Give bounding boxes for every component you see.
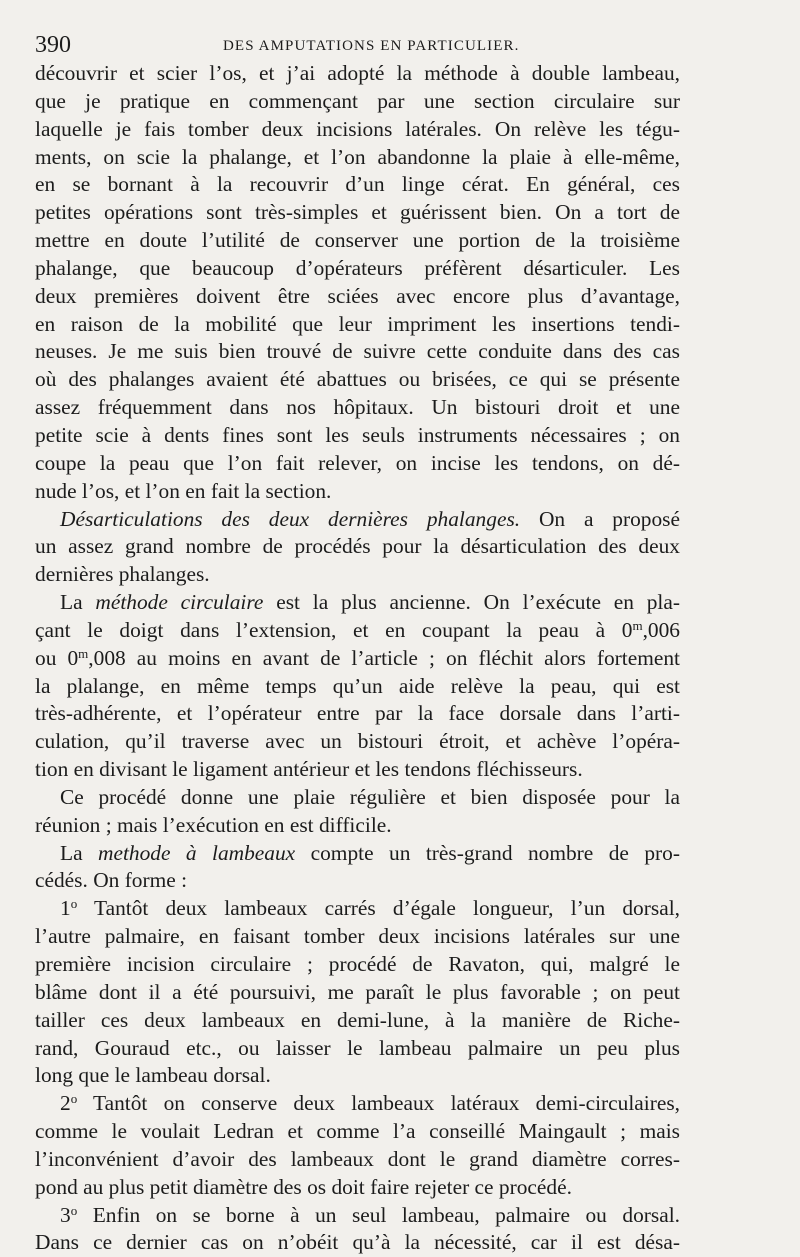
- text-line: [35, 116, 680, 144]
- text-segment: l’inconvénient d’avoir des lambeaux dont le grand diamètre corres-: [35, 1146, 680, 1171]
- text-segment: long que le lambeau dorsal.: [35, 1063, 271, 1088]
- text-segment: ,008 au moins en avant de l’article ; on fléchit alors fortement: [88, 645, 680, 670]
- text-line: [35, 923, 680, 951]
- text-segment: petites opérations sont très-simples et guérissent bien. On a tort de: [35, 200, 680, 225]
- italic-text: méthode circulaire: [95, 590, 264, 615]
- text-line: [35, 506, 680, 534]
- text-segment: assez fréquemment dans nos hôpitaux. Un bistouri droit et une: [35, 395, 680, 420]
- text-line: [35, 255, 680, 283]
- page-header: [35, 28, 735, 62]
- text-segment: On a proposé: [520, 506, 680, 531]
- text-segment: mettre en doute l’utilité de conserver une portion de la troisième: [35, 228, 680, 253]
- italic-text: Désarticulations des deux dernières phalanges.: [60, 506, 521, 531]
- text-segment: coupe la peau que l’on fait relever, on incise les tendons, on dé-: [35, 450, 680, 475]
- text-segment: neuses. Je me suis bien trouvé de suivre cette conduite dans des cas: [35, 339, 680, 364]
- text-segment: en se bornant à la recouvrir d’un linge cérat. En général, ces: [35, 172, 680, 197]
- text-segment: découvrir et scier l’os, et j’ai adopté la méthode à double lambeau,: [35, 61, 680, 85]
- text-line: [35, 60, 680, 88]
- text-line: [35, 227, 680, 255]
- text-segment: que je pratique en commençant par une section circulaire sur: [35, 88, 680, 113]
- text-line: [35, 422, 680, 450]
- text-segment: phalange, que beaucoup d’opérateurs préfèrent désarticuler. Les: [35, 255, 680, 280]
- text-line: [35, 366, 680, 394]
- text-segment: comme le voulait Ledran et comme l’a conseillé Maingault ; mais: [35, 1119, 680, 1144]
- text-segment: çant le doigt dans l’extension, et en coupant la peau à 0: [35, 617, 633, 642]
- text-line: [35, 1229, 680, 1257]
- superscript: o: [70, 1091, 78, 1107]
- superscript: m: [632, 617, 643, 633]
- text-segment: La: [60, 840, 98, 865]
- text-line: [35, 561, 680, 589]
- text-line: [35, 144, 680, 172]
- text-line: [35, 589, 680, 617]
- text-line: [35, 895, 680, 923]
- italic-text: methode à lambeaux: [98, 840, 296, 865]
- text-line: [35, 1007, 680, 1035]
- text-segment: blâme dont il a été poursuivi, me paraît le plus favorable ; on peut: [35, 979, 680, 1004]
- page-number: 390: [35, 32, 71, 58]
- text-line: [35, 728, 680, 756]
- text-segment: Enfin on se borne à un seul lambeau, palmaire ou dorsal.: [77, 1202, 680, 1227]
- text-segment: la plalange, en même temps qu’un aide relève la peau, qui est: [35, 673, 680, 698]
- text-line: [35, 840, 680, 868]
- text-line: [35, 951, 680, 979]
- text-segment: deux premières doivent être sciées avec encore plus d’avantage,: [35, 283, 680, 308]
- text-segment: laquelle je fais tomber deux incisions latérales. On relève les tégu-: [35, 116, 680, 141]
- text-line: [35, 756, 680, 784]
- text-segment: très-adhérente, et l’opérateur entre par la face dorsale dans l’arti-: [35, 701, 680, 726]
- text-segment: l’autre palmaire, en faisant tomber deux incisions latérales sur une: [35, 924, 680, 949]
- text-line: [35, 394, 680, 422]
- text-segment: réunion ; mais l’exécution en est difficile.: [35, 812, 392, 837]
- text-segment: ments, on scie la phalange, et l’on abandonne la plaie à elle-même,: [35, 144, 680, 169]
- text-segment: Ce procédé donne une plaie régulière et bien disposée pour la: [60, 784, 680, 809]
- text-line: [35, 1062, 680, 1090]
- text-line: [35, 311, 680, 339]
- text-segment: ou 0: [35, 645, 79, 670]
- text-line: [35, 1174, 680, 1202]
- superscript: o: [70, 896, 78, 912]
- text-line: [35, 1118, 680, 1146]
- running-title: DES AMPUTATIONS EN PARTICULIER.: [223, 38, 520, 54]
- text-segment: en raison de la mobilité que leur impriment les insertions tendi-: [35, 311, 680, 336]
- text-line: [35, 1202, 680, 1230]
- text-segment: Tantôt on conserve deux lambeaux latéraux demi-circulaires,: [77, 1091, 680, 1116]
- text-line: [35, 645, 680, 673]
- body-text: [35, 60, 680, 1257]
- text-segment: est la plus ancienne. On l’exécute en pla-: [263, 590, 680, 615]
- text-segment: cédés. On forme :: [35, 868, 188, 893]
- text-segment: nude l’os, et l’on en fait la section.: [35, 478, 332, 503]
- text-segment: petite scie à dents fines sont les seuls instruments nécessaires ; on: [35, 422, 680, 447]
- text-line: [35, 1035, 680, 1063]
- superscript: o: [70, 1202, 78, 1218]
- text-segment: tailler ces deux lambeaux en demi-lune, à la manière de Riche-: [35, 1007, 680, 1032]
- text-line: [35, 867, 680, 895]
- text-segment: compte un très-grand nombre de pro-: [295, 840, 680, 865]
- text-segment: dernières phalanges.: [35, 562, 210, 587]
- text-segment: Tantôt deux lambeaux carrés d’égale longueur, l’un dorsal,: [77, 896, 680, 921]
- text-line: [35, 700, 680, 728]
- text-line: [35, 673, 680, 701]
- text-line: [35, 171, 680, 199]
- text-line: [35, 199, 680, 227]
- text-line: [35, 617, 680, 645]
- text-segment: 2: [60, 1091, 71, 1116]
- text-line: [35, 88, 680, 116]
- text-line: [35, 784, 680, 812]
- text-segment: La: [60, 590, 96, 615]
- text-line: [35, 1146, 680, 1174]
- text-segment: première incision circulaire ; procédé de Ravaton, qui, malgré le: [35, 952, 680, 976]
- text-line: [35, 478, 680, 506]
- text-segment: un assez grand nombre de procédés pour la désarticulation des deux: [35, 534, 680, 559]
- text-segment: ,006: [642, 617, 680, 642]
- text-segment: rand, Gouraud etc., ou laisser le lambeau palmaire un peu plus: [35, 1035, 680, 1060]
- text-segment: Dans ce dernier cas on n’obéit qu’à la nécessité, car il est désa-: [35, 1230, 680, 1255]
- text-segment: pond au plus petit diamètre des os doit faire rejeter ce procédé.: [35, 1174, 572, 1199]
- text-line: [35, 812, 680, 840]
- text-line: [35, 533, 680, 561]
- text-line: [35, 1090, 680, 1118]
- text-segment: tion en divisant le ligament antérieur et les tendons fléchisseurs.: [35, 757, 583, 782]
- text-segment: culation, qu’il traverse avec un bistouri étroit, et achève l’opéra-: [35, 729, 680, 754]
- superscript: m: [78, 645, 89, 661]
- text-line: [35, 283, 680, 311]
- text-segment: où des phalanges avaient été abattues ou brisées, ce qui se présente: [35, 367, 680, 392]
- text-line: [35, 450, 680, 478]
- text-line: [35, 338, 680, 366]
- text-segment: 1: [60, 896, 71, 921]
- text-segment: 3: [60, 1202, 71, 1227]
- text-line: [35, 979, 680, 1007]
